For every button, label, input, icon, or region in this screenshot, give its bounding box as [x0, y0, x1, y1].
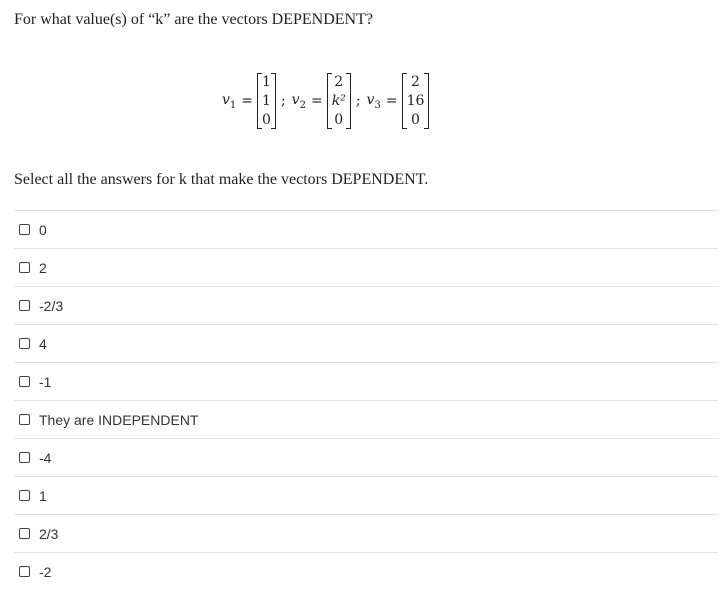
checkbox-icon[interactable]	[19, 262, 30, 273]
v3-entry-1: 2	[411, 74, 420, 90]
option-label: 2/3	[39, 525, 59, 542]
v1-matrix	[257, 73, 276, 129]
equals-sign: =	[241, 93, 254, 109]
checkbox-icon[interactable]	[19, 300, 30, 311]
answer-options	[14, 210, 718, 590]
equals-sign: =	[385, 93, 398, 109]
v3-symbol: $v_3$	[366, 91, 381, 111]
v1-entry-2: 1	[262, 93, 271, 109]
v2-entry-2: k²	[331, 93, 346, 109]
option-neg-2[interactable]	[14, 552, 718, 590]
option-neg-4[interactable]	[14, 438, 718, 476]
v1-entry-3: 0	[262, 112, 271, 128]
option-4[interactable]	[14, 324, 718, 362]
option-label: 1	[39, 487, 47, 504]
v3-entry-3: 0	[411, 112, 420, 128]
v2-entry-3: 0	[334, 112, 344, 128]
checkbox-icon[interactable]	[19, 452, 30, 463]
option-label: -2/3	[39, 297, 64, 314]
separator: ;	[355, 93, 361, 109]
option-2[interactable]	[14, 248, 718, 286]
option-1[interactable]	[14, 476, 718, 514]
v1-symbol: $v_1$	[222, 91, 237, 111]
question-text: For what value(s) of “k” are the vectors DEPENDENT?	[14, 11, 373, 28]
checkbox-icon[interactable]	[19, 224, 30, 235]
option-label: 0	[39, 221, 47, 238]
option-label: 2	[39, 259, 47, 276]
checkbox-icon[interactable]	[19, 566, 30, 577]
option-neg-2-3[interactable]	[14, 286, 718, 324]
v3-entry-2: 16	[406, 93, 425, 109]
vector-formula	[222, 72, 429, 130]
equals-sign: =	[310, 93, 323, 109]
option-label: 4	[39, 335, 47, 352]
v2-entry-1: 2	[334, 74, 344, 90]
option-neg-1[interactable]	[14, 362, 718, 400]
option-2-3[interactable]	[14, 514, 718, 552]
v1-entry-1: 1	[262, 74, 271, 90]
checkbox-icon[interactable]	[19, 376, 30, 387]
v2-matrix	[327, 73, 351, 129]
option-label: They are INDEPENDENT	[39, 411, 199, 428]
option-label: -2	[39, 563, 52, 580]
option-label: -4	[39, 449, 52, 466]
v2-symbol: $v_2$	[291, 91, 306, 111]
separator: ;	[280, 93, 286, 109]
checkbox-icon[interactable]	[19, 338, 30, 349]
checkbox-icon[interactable]	[19, 528, 30, 539]
instruction-text: Select all the answers for k that make the vectors DEPENDENT.	[14, 171, 429, 188]
option-label: -1	[39, 373, 52, 390]
v3-matrix	[402, 73, 430, 129]
option-0[interactable]	[14, 210, 718, 248]
checkbox-icon[interactable]	[19, 490, 30, 501]
checkbox-icon[interactable]	[19, 414, 30, 425]
option-independent[interactable]	[14, 400, 718, 438]
